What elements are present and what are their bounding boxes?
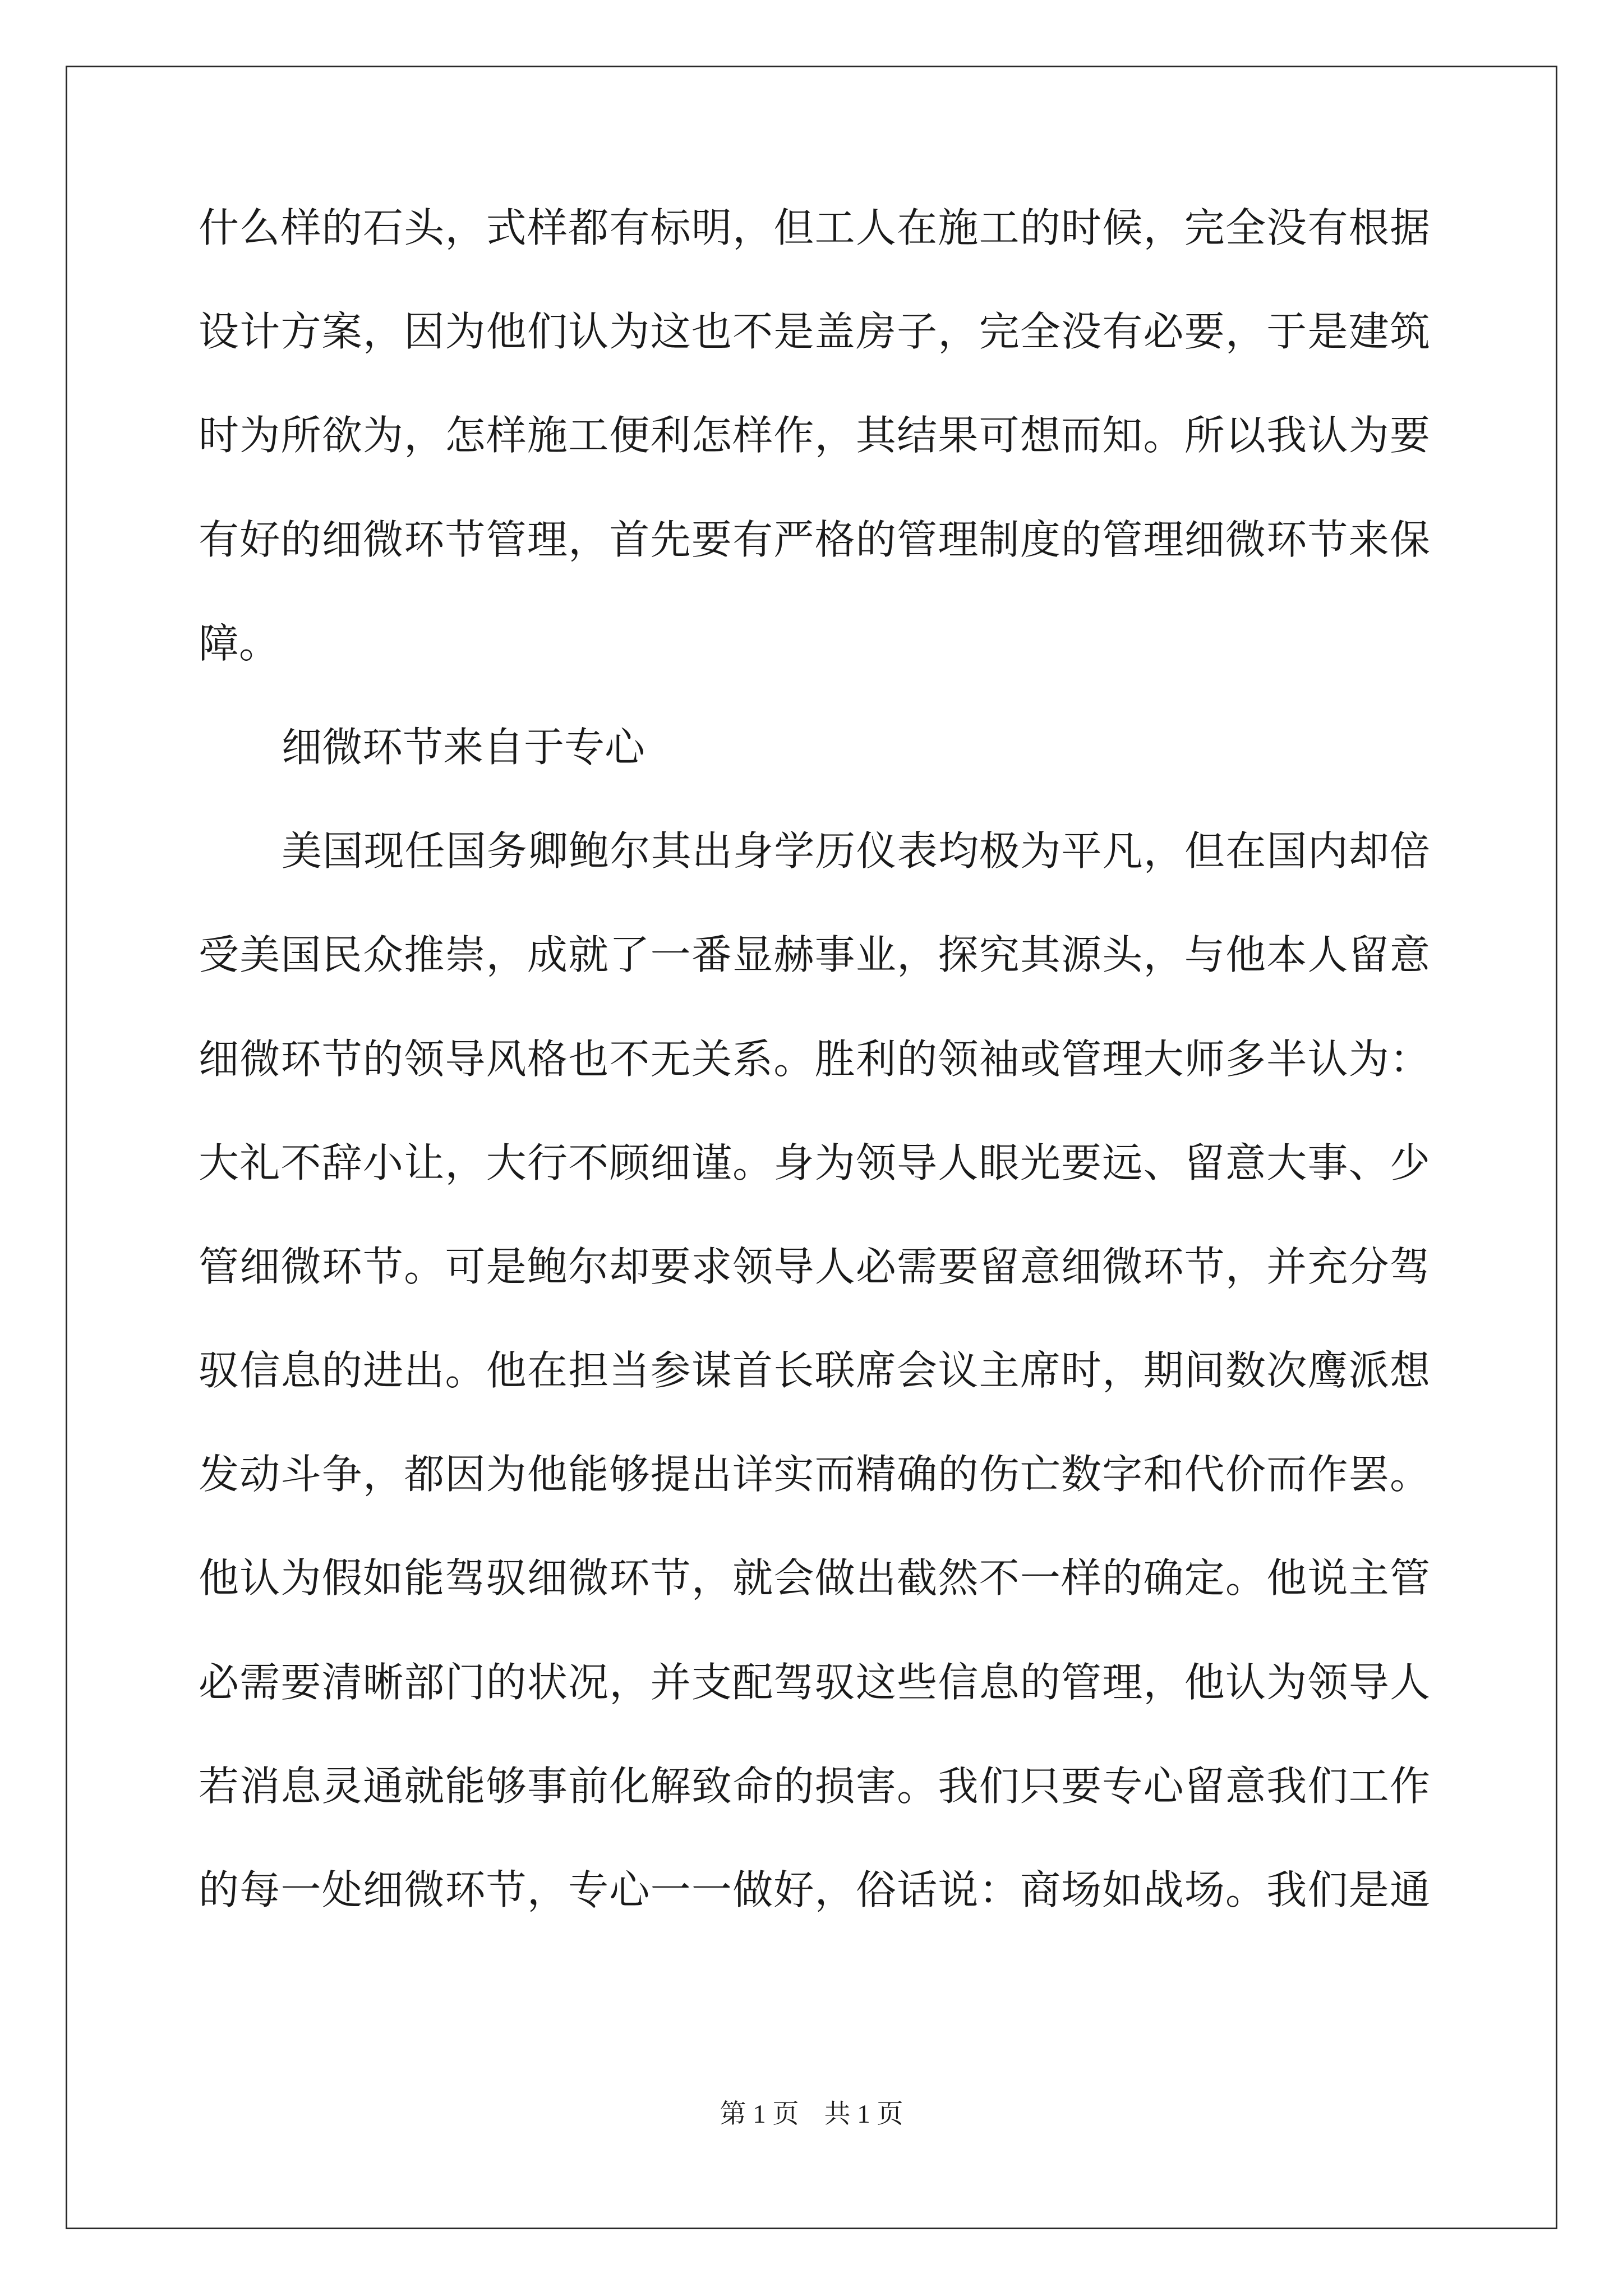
- page-number: 第 1 页: [720, 2100, 799, 2129]
- paragraph-line: 发动斗争，都因为他能够提出详实而精确的伤亡数字和代价而作罢。: [199, 1451, 1430, 1498]
- paragraph-line: 什么样的石头，式样都有标明，但工人在施工的时候，完全没有根据: [199, 204, 1430, 251]
- paragraph-line: 受美国民众推崇，成就了一番显赫事业，探究其源头，与他本人留意: [199, 931, 1430, 979]
- paragraph-line: 若消息灵通就能够事前化解致命的损害。我们只要专心留意我们工作: [199, 1762, 1430, 1810]
- paragraph-line: 驭信息的进出。他在担当参谋首长联席会议主席时，期间数次鹰派想: [199, 1347, 1430, 1395]
- paragraph-line: 设计方案，因为他们认为这也不是盖房子，完全没有必要，于是建筑: [199, 308, 1430, 356]
- paragraph-line: 细微环节的领导风格也不无关系。胜利的领袖或管理大师多半认为：: [199, 1035, 1430, 1083]
- paragraph-line: 他认为假如能驾驭细微环节，就会做出截然不一样的确定。他说主管: [199, 1554, 1430, 1602]
- paragraph-line: 障。: [199, 619, 280, 667]
- page-total: 共 1 页: [824, 2100, 903, 2129]
- paragraph-line: 大礼不辞小让，大行不顾细谨。身为领导人眼光要远、留意大事、少: [199, 1139, 1430, 1186]
- section-heading: 细微环节来自于专心: [282, 723, 645, 771]
- paragraph-line: 时为所欲为，怎样施工便利怎样作，其结果可想而知。所以我认为要: [199, 412, 1430, 459]
- paragraph-line: 必需要清晰部门的状况，并支配驾驭这些信息的管理，他认为领导人: [199, 1658, 1430, 1706]
- paragraph-line: 的每一处细微环节，专心一一做好，俗话说：商场如战场。我们是通: [199, 1866, 1430, 1913]
- paragraph-line: 美国现任国务卿鲍尔其出身学历仪表均极为平凡，但在国内却倍: [282, 827, 1430, 875]
- page-footer: [0, 2100, 1623, 2128]
- paragraph-line: 管细微环节。可是鲍尔却要求领导人必需要留意细微环节，并充分驾: [199, 1243, 1430, 1290]
- paragraph-line: 有好的细微环节管理，首先要有严格的管理制度的管理细微环节来保: [199, 516, 1430, 563]
- document-body: [199, 204, 1430, 1973]
